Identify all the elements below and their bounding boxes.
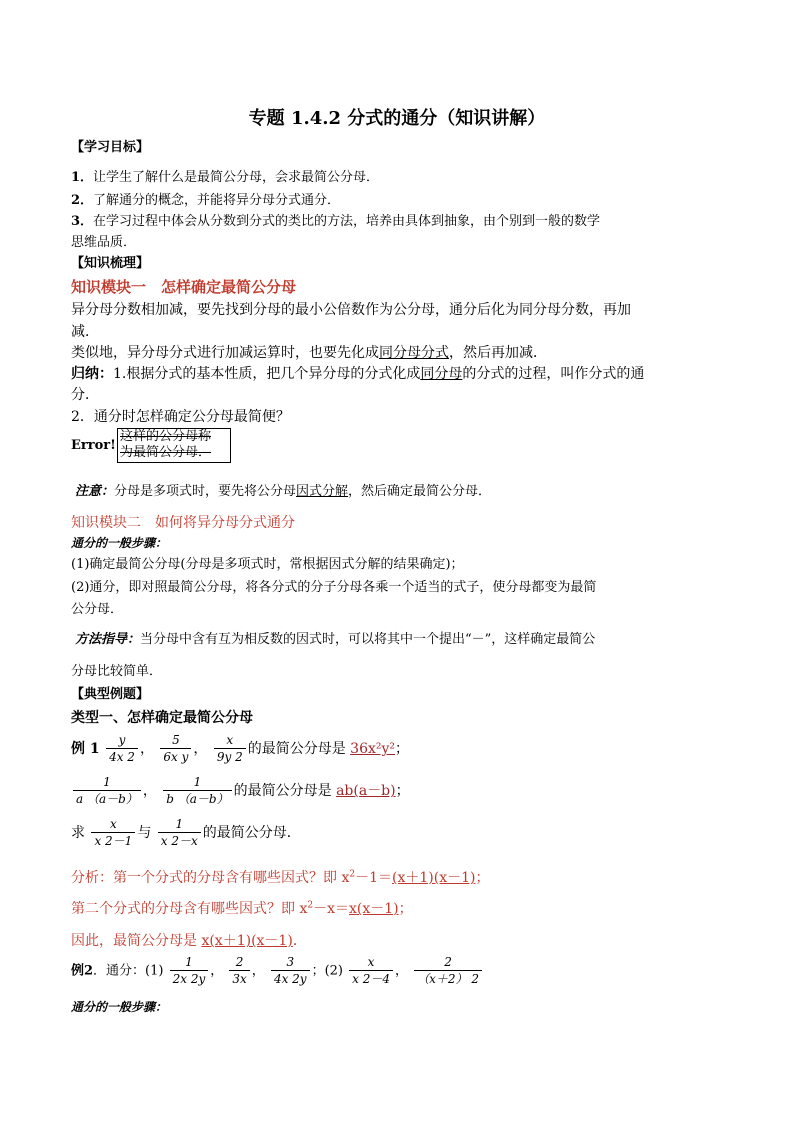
answer-blank: 36x²y² — [350, 741, 396, 757]
analysis-line3: 因此，最简公分母是 x(x＋1)(x－1)． — [71, 933, 307, 949]
section-goals: 【学习目标】 — [71, 140, 150, 155]
fraction: $\frac{x}{x 2-1}$ — [91, 817, 135, 849]
fraction: $\frac{1}{b (a-b)}$ — [163, 775, 231, 807]
error-box-line-1: 这样的公分母称 — [120, 429, 212, 444]
method-tip: 方法指导：当分母中含有互为相反数的因式时，可以将其中一个提出“－”，这样确定最简公 — [75, 632, 596, 647]
example1-line2: $\frac{1}{a (a-b)}$ ， $\frac{1}{b (a-b)}$ 的最简公分母是 ab(a－b)； — [71, 775, 410, 807]
fraction: $\frac{2}{3x}$ — [229, 955, 249, 987]
type1-heading: 类型一、怎样确定最简公分母 — [71, 710, 253, 726]
module1-heading: 知识模块一 怎样确定最简公分母 — [71, 278, 297, 296]
goal-item-3-cont: 思维品质． — [71, 235, 137, 250]
example2-line: 例2．通分：(1) $\frac{1}{2x 2y}$ ， $\frac{2}{3x}$ ， $\frac{3}{4x 2y}$ ；(2) $\frac{x}{x 2-4}$ ， $\frac{2}{(x+2) 2}$ — [71, 955, 484, 987]
module1-line2: 减． — [71, 324, 99, 340]
module2-step2-cont: 公分母． — [71, 602, 124, 617]
answer-blank: ab(a－b) — [336, 783, 396, 799]
page-title: 专题 1.4.2 分式的通分（知识讲解） — [248, 108, 546, 129]
fraction: $\frac{5}{\text{6x y}}$ — [160, 733, 191, 765]
fraction: $\frac{1}{x 2-x}$ — [158, 817, 201, 849]
fraction: $\frac{2}{(x+2) 2}$ — [414, 955, 482, 987]
example1-line1: 例 1 $\frac{y}{4x 2}$ ， $\frac{5}{\text{6x y}}$ ， $\frac{x}{9y 2}$ 的最简公分母是 36x²y²； — [71, 733, 410, 764]
fraction: $\frac{3}{4x 2y}$ — [271, 955, 310, 987]
error-label: Error! — [71, 438, 116, 453]
module2-steps-label: 通分的一般步骤： — [71, 536, 168, 550]
module1-summary: 归纳：1.根据分式的基本性质，把几个异分母的分式化成同分母的分式的过程，叫作分式的通 — [71, 366, 645, 382]
goal-item-1: 1．让学生了解什么是最简公分母，会求最简公分母． — [71, 170, 380, 185]
error-box-line-2: 为最简公分母． — [120, 445, 212, 460]
goal-item-3: 3．在学习过程中体会从分数到分式的类比的方法，培养由具体到抽象，由个别到一般的数学 — [71, 214, 601, 229]
steps-footer: 通分的一般步骤： — [71, 1000, 168, 1014]
fraction: $\frac{1}{a (a-b)}$ — [73, 775, 141, 807]
module1-line1: 异分母分数相加减，要先找到分母的最小公倍数作为公分母，通分后化为同分母分数，再加 — [71, 302, 631, 318]
fraction: $\frac{1}{2x 2y}$ — [170, 955, 209, 987]
example1-line3: 求 $\frac{x}{x 2-1}$ 与 $\frac{1}{x 2-x}$ 的最简公分母． — [71, 817, 301, 848]
analysis-line2: 第二个分式的分母含有哪些因式？即 $x^2-x=x(x-1)$； — [71, 900, 413, 917]
fraction: $\frac{x}{x 2-4}$ — [349, 955, 393, 987]
module2-step2: (2)通分，即对照最简公分母，将各分式的分子分母各乘一个适当的式子，使分母都变为最简 — [71, 580, 597, 595]
module1-line3: 类似地，异分母分式进行加减运算时，也要先化成同分母分式，然后再加减． — [71, 345, 547, 361]
goal-item-2: 2．了解通分的概念，并能将异分母分式通分． — [71, 193, 341, 208]
note-line: 注意：分母是多项式时，要先将公分母因式分解，然后确定最简公分母． — [75, 484, 492, 499]
method-tip-cont: 分母比较简单． — [71, 664, 163, 679]
analysis-line1: 分析：第一个分式的分母含有哪些因式？即 $x^2-1=(x+1)(x-1)$； — [71, 869, 490, 886]
fraction: $\frac{x}{9y 2}$ — [214, 733, 246, 765]
module1-line6: 2．通分时怎样确定公分母最简便？ — [71, 409, 290, 425]
module2-heading: 知识模块二 如何将异分母分式通分 — [71, 515, 295, 531]
section-knowledge: 【知识梳理】 — [71, 256, 150, 271]
module2-step1: (1)确定最简公分母(分母是多项式时，常根据因式分解的结果确定)； — [71, 557, 464, 572]
section-examples: 【典型例题】 — [71, 687, 150, 702]
module1-line5: 分． — [71, 387, 99, 403]
fraction: $\frac{y}{4x 2}$ — [106, 733, 138, 765]
error-field-box — [117, 428, 231, 463]
